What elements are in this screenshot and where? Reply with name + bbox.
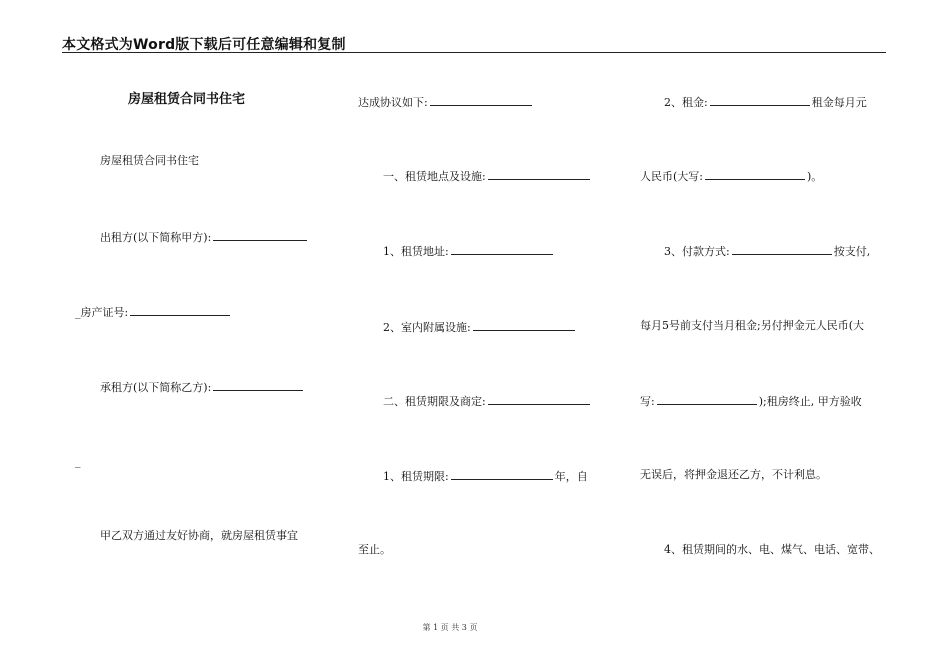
paragraph-line: 无误后，将押金退还乙方，不计利息。: [640, 468, 827, 481]
facilities-blank: [473, 319, 575, 331]
term-suffix: 年，自: [554, 470, 588, 483]
deposit-label: 写:: [640, 395, 655, 408]
page-footer: 第 1 页 共 3 页: [422, 623, 478, 632]
paragraph-line: 房屋租赁合同书住宅: [100, 154, 199, 167]
section-1-heading: 一、租赁地点及设施:: [383, 170, 486, 183]
paragraph-line: 每月5号前支付当月租金;另付押金元人民币(大: [640, 319, 864, 332]
document-title: 房屋租赁合同书住宅: [128, 92, 246, 107]
lessor-label: 出租方(以下简称甲方):: [100, 231, 212, 244]
payment-suffix: 按支付,: [833, 245, 871, 258]
payment-blank: [732, 243, 832, 255]
address-blank: [451, 243, 553, 255]
paragraph-line: 4、租赁期间的水、电、煤气、电话、宽带、: [664, 543, 880, 556]
paragraph-line: [383, 319, 577, 335]
lessor-blank: [213, 229, 307, 241]
rent-label: 2、租金:: [664, 96, 708, 109]
section-2-heading: 二、租赁期限及商定:: [383, 395, 486, 408]
section-1-blank: [488, 168, 590, 180]
paragraph-line: [664, 94, 867, 110]
rmb-suffix: )。: [807, 170, 823, 183]
paragraph-line: [100, 229, 309, 245]
deed-number-blank: [130, 304, 230, 316]
rent-suffix: 租金每月元: [811, 96, 867, 109]
term-label: 1、租赁期限:: [383, 470, 449, 483]
paragraph-line: 至止。: [358, 543, 391, 556]
deposit-blank: [657, 393, 757, 405]
rent-blank: [710, 94, 810, 106]
lessee-blank: [213, 379, 303, 391]
address-label: 1、租赁地址:: [383, 245, 449, 258]
paragraph-line: [383, 243, 555, 259]
deed-number-label: _房产证号:: [75, 306, 129, 319]
paragraph-line: [664, 243, 870, 259]
term-blank: [451, 468, 553, 480]
document-banner: 本文格式为Word版下载后可任意编辑和复制: [62, 37, 346, 53]
paragraph-line: [100, 379, 305, 395]
banner-divider: [62, 52, 886, 53]
paragraph-line: 甲乙双方通过友好协商，就房屋租赁事宜: [100, 529, 298, 542]
paragraph-line: [383, 168, 592, 184]
rmb-blank: [705, 168, 805, 180]
paragraph-line: [383, 468, 588, 484]
lessee-label: 承租方(以下简称乙方):: [100, 381, 212, 394]
facilities-label: 2、室内附属设施:: [383, 321, 471, 334]
paragraph-line: [358, 94, 534, 110]
paragraph-line: _: [75, 455, 81, 468]
paragraph-line: [383, 393, 592, 409]
rmb-label: 人民币(大写:: [640, 170, 703, 183]
agreement-blank: [430, 94, 532, 106]
paragraph-line: [640, 168, 822, 184]
section-2-blank: [488, 393, 590, 405]
payment-label: 3、付款方式:: [664, 245, 730, 258]
agreement-label: 达成协议如下:: [358, 96, 428, 109]
paragraph-line: [640, 393, 862, 409]
deposit-suffix: );租房终止, 甲方验收: [758, 395, 862, 408]
paragraph-line: [75, 304, 232, 320]
